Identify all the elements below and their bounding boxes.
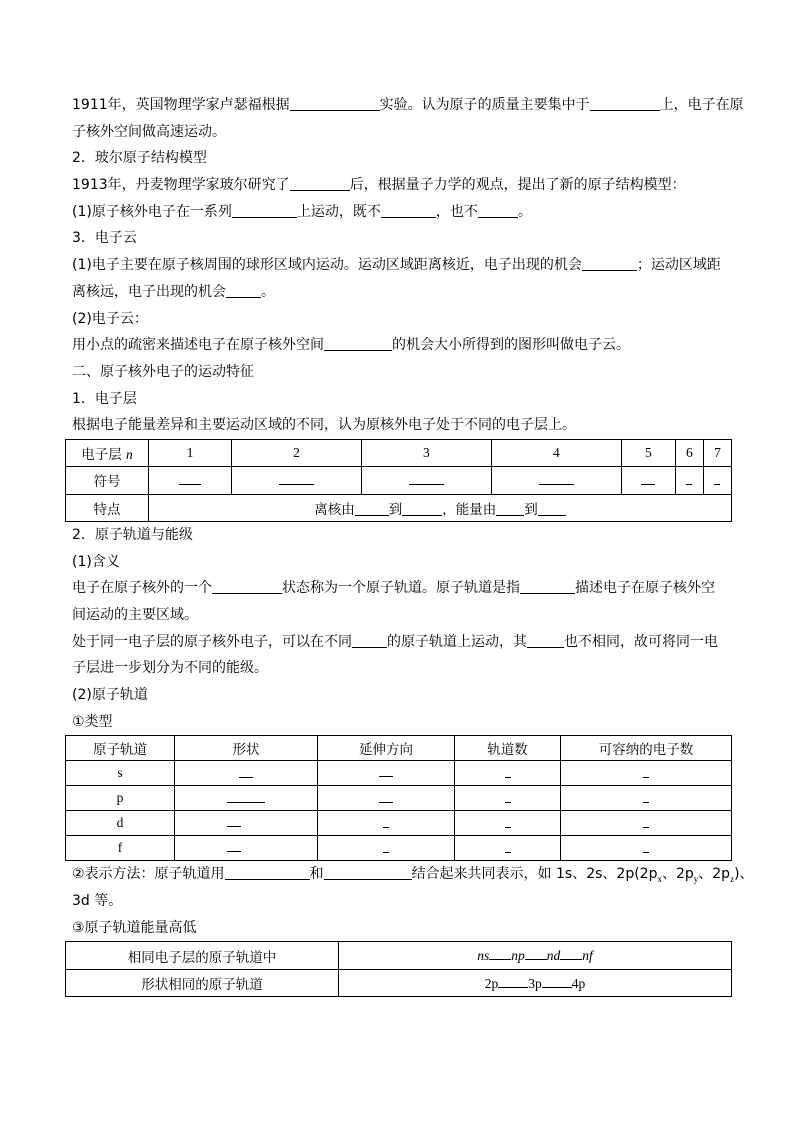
text: 1911年，英国物理学家卢瑟福根据 [72, 97, 290, 113]
fill-blank[interactable] [560, 947, 582, 960]
paragraph-notation [72, 861, 754, 888]
paragraph-rutherford-cont [72, 119, 732, 146]
fill-blank[interactable] [355, 502, 389, 516]
table-cell[interactable] [561, 811, 732, 836]
table-row [66, 786, 732, 811]
table-cell [339, 942, 732, 970]
table-cell[interactable] [318, 836, 455, 861]
table-row [66, 836, 732, 861]
table-cell[interactable] [318, 761, 455, 786]
table-cell[interactable] [175, 836, 318, 861]
text: ；运动区域距 [636, 257, 721, 274]
table-header-cell: 轨道数 [455, 736, 561, 761]
text: 离核远，电子出现的机会 [72, 283, 226, 300]
table-header-cell: 原子轨道 [66, 736, 175, 761]
heading-atomic-orbit: (2)原子轨道 [72, 686, 148, 703]
heading-meaning: (1)含义 [72, 553, 120, 570]
heading-electron-cloud: 3．电子云 [72, 230, 137, 247]
table-row [66, 439, 732, 466]
text: ，也不 [435, 203, 478, 220]
text: nd [546, 948, 561, 964]
table-header-cell: 特点 [66, 494, 149, 521]
table-cell: 6 [675, 439, 703, 466]
fill-blank[interactable] [542, 975, 572, 988]
table-cell[interactable] [455, 811, 561, 836]
table-cell: s [66, 761, 175, 786]
table-cell[interactable] [175, 786, 318, 811]
paragraph-bohr-1 [72, 199, 732, 226]
fill-blank[interactable] [352, 632, 387, 648]
paragraph-cloud-1 [72, 252, 732, 279]
paragraph-cloud-def [72, 332, 732, 359]
text: 到 [524, 501, 538, 518]
shell-table [65, 439, 732, 522]
table-cell: p [66, 786, 175, 811]
text: y [693, 874, 699, 885]
text: 离核由 [314, 501, 355, 518]
text: 后，根据量子力学的观点，提出了新的原子结构模型： [349, 177, 686, 194]
table-header-cell: 符号 [66, 467, 149, 494]
fill-blank[interactable] [225, 864, 310, 880]
text: 处于同一电子层的原子核外电子，可以在不同 [72, 633, 352, 650]
text: ②表示方法：原子轨道用 [72, 866, 225, 883]
text: n [126, 447, 133, 463]
table-cell[interactable] [361, 467, 491, 494]
table-row [66, 942, 732, 970]
fill-blank[interactable] [520, 578, 575, 594]
text: )、 [734, 866, 754, 883]
fill-blank[interactable] [498, 975, 528, 988]
fill-blank[interactable] [226, 282, 261, 298]
text: 结合起来共同表示，如 1s、2s、2p(2p [411, 866, 658, 883]
text: 2p [484, 975, 499, 991]
table-cell[interactable] [149, 467, 232, 494]
table-cell[interactable] [491, 467, 621, 494]
orbital-table [65, 735, 732, 861]
text: z [730, 874, 735, 885]
text: ，能量由 [442, 501, 497, 518]
text: np [511, 948, 525, 964]
table-cell: 1 [149, 439, 232, 466]
fill-blank[interactable] [290, 175, 350, 191]
table-row [66, 736, 732, 761]
fill-blank[interactable] [478, 202, 518, 218]
text: 状态称为一个原子轨道。原子轨道是指 [282, 580, 520, 597]
table-cell[interactable] [232, 467, 362, 494]
text: 1913年，丹麦物理学家玻尔研究了 [72, 177, 290, 194]
heading-type: ①类型 [72, 713, 113, 730]
heading-bohr: 2．玻尔原子结构模型 [72, 150, 207, 167]
text: 子核外空间做高速运动。 [72, 123, 226, 140]
table-cell: d [66, 811, 175, 836]
paragraph-orbit-2 [72, 629, 732, 656]
table-cell[interactable] [455, 786, 561, 811]
table-cell[interactable] [318, 786, 455, 811]
table-cell[interactable] [561, 786, 732, 811]
table-header-cell [66, 439, 149, 466]
text: 用小点的疏密来描述电子在原子核外空间 [72, 337, 324, 354]
table-cell: 2 [232, 439, 362, 466]
text: 和 [309, 866, 324, 883]
paragraph-orbit-1 [72, 575, 732, 602]
text: 4p [571, 975, 586, 991]
heading-orbit-energy: 2．原子轨道与能级 [72, 526, 193, 543]
table-cell[interactable] [703, 467, 731, 494]
table-cell[interactable] [561, 761, 732, 786]
paragraph-cloud-2: (2)电子云： [72, 310, 148, 327]
table-cell: 7 [703, 439, 731, 466]
text: (1)电子主要在原子核周围的球形区域内运动。运动区域距离核近，电子出现的机会 [72, 257, 582, 274]
document-page [72, 92, 754, 997]
fill-blank[interactable] [496, 502, 524, 516]
fill-blank[interactable] [582, 255, 637, 271]
energy-table [65, 941, 732, 997]
table-row [66, 969, 732, 997]
fill-blank[interactable] [527, 632, 564, 648]
fill-blank[interactable] [232, 202, 297, 218]
paragraph-bohr [72, 172, 732, 199]
table-header-cell: 延伸方向 [318, 736, 455, 761]
text: 上运动，既不 [296, 203, 381, 220]
fill-blank[interactable] [212, 578, 282, 594]
text: 的机会大小所得到的图形叫做电子云。 [392, 337, 630, 354]
table-row [66, 761, 732, 786]
text: 上，电子在原 [659, 97, 744, 113]
text: x [657, 874, 662, 885]
table-header-cell: 形状 [175, 736, 318, 761]
table-row [66, 467, 732, 494]
fill-blank[interactable] [590, 95, 660, 111]
text: 、2p [698, 866, 731, 883]
table-cell [339, 969, 732, 997]
fill-blank[interactable] [489, 947, 511, 960]
paragraph-notation-cont: 3d 等。 [72, 893, 123, 910]
table-row [66, 811, 732, 836]
table-cell: f [66, 836, 175, 861]
fill-blank[interactable] [525, 947, 547, 960]
fill-blank[interactable] [324, 864, 412, 880]
paragraph-cloud-1-cont [72, 279, 732, 306]
paragraph-rutherford [72, 92, 744, 119]
table-cell: 4 [491, 439, 621, 466]
text: 、2p [661, 866, 694, 883]
text: 实验。认为原子的质量主要集中于 [379, 97, 590, 113]
text: 的原子轨道上运动，其 [387, 633, 527, 650]
text: 电子在原子核外的一个 [72, 580, 212, 597]
fill-blank[interactable] [290, 95, 380, 111]
table-cell: 3 [361, 439, 491, 466]
text: 到 [388, 501, 403, 518]
text: 。 [261, 283, 275, 300]
text: 描述电子在原子核外空 [575, 580, 715, 597]
table-row [66, 494, 732, 521]
table-cell: 5 [621, 439, 675, 466]
table-cell[interactable] [675, 467, 703, 494]
heading-section-2: 二、原子核外电子的运动特征 [72, 363, 254, 380]
table-cell[interactable] [175, 761, 318, 786]
heading-shell: 1．电子层 [72, 390, 137, 407]
fill-blank[interactable] [324, 335, 392, 351]
table-header-cell: 相同电子层的原子轨道中 [66, 942, 339, 970]
paragraph-orbit-2-cont: 子层进一步划分为不同的能级。 [72, 660, 268, 677]
text: 。 [517, 203, 532, 220]
text: (1)原子核外电子在一系列 [72, 203, 232, 220]
fill-blank[interactable] [538, 502, 566, 516]
fill-blank[interactable] [402, 502, 442, 516]
heading-energy: ③原子轨道能量高低 [72, 919, 197, 936]
table-cell [149, 494, 732, 521]
table-cell[interactable] [455, 761, 561, 786]
text: ns [477, 948, 490, 964]
paragraph-orbit-1-cont: 间运动的主要区域。 [72, 606, 198, 623]
text: nf [582, 948, 593, 964]
table-header-cell: 形状相同的原子轨道 [66, 969, 339, 997]
table-header-cell: 可容纳的电子数 [561, 736, 732, 761]
text: 也不相同，故可将同一电 [564, 633, 718, 650]
table-cell[interactable] [621, 467, 675, 494]
table-cell[interactable] [455, 836, 561, 861]
paragraph-shell: 根据电子能量差异和主要运动区域的不同，认为原核外电子处于不同的电子层上。 [72, 417, 576, 434]
text: 3p [528, 975, 542, 991]
fill-blank[interactable] [381, 202, 436, 218]
table-cell[interactable] [175, 811, 318, 836]
text: 电子层 [81, 447, 122, 464]
table-cell[interactable] [561, 836, 732, 861]
table-cell[interactable] [318, 811, 455, 836]
